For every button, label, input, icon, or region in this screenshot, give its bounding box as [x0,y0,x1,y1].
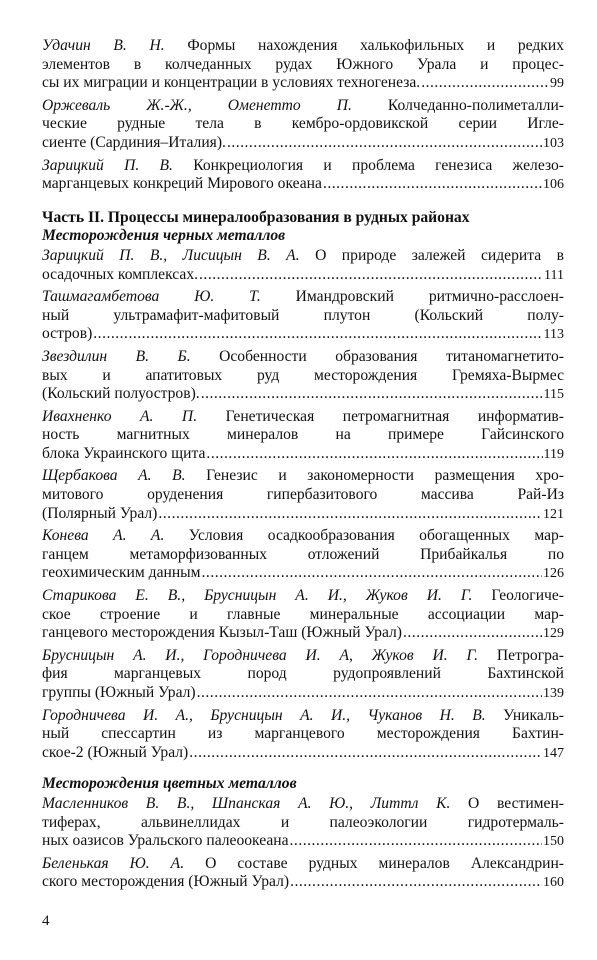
toc-entry [42,97,564,154]
toc-entry-last-line [42,684,564,704]
toc-entry-text [42,157,564,176]
toc-page-number: 115 [543,387,564,403]
toc-entry-line: осадочных комплексах. [42,265,199,283]
toc-entry-text [42,855,564,874]
toc-entry-text [42,288,564,325]
part-title: Часть II. Процессы минералообразования в рудных районах [42,208,470,226]
toc-entry-text [42,527,564,564]
toc-entry-line: Конева А. А. Условия осадкообразования обогащенных мар- [42,527,564,545]
toc-page-number: 121 [543,506,564,522]
toc-entry [42,288,564,345]
toc-page-number: 126 [543,566,564,582]
toc-entry-authors: Удачин В. Н. [42,37,165,54]
toc-entry-text [42,647,564,684]
toc-entry-line: Звездилин В. Б. Особенности образования титаномагнетито- [42,347,564,365]
toc-entry-line: Масленников В. В., Шпанская А. Ю., Литтл К. О вестимен- [42,794,564,812]
toc-entry-line: геохимическим данным [42,564,201,582]
dot-leader [403,624,542,643]
toc-entry-line: ный ультрамафит-мафитовый плутон (Кольский полу- [42,306,564,324]
toc-entry-text [42,37,564,74]
toc-page-number: 106 [543,177,564,193]
toc-entry-line: Ивахненко А. П. Генетическая петромагнитная информатив- [42,407,564,425]
toc-entry-line: ское-2 (Южный Урал) [42,743,189,761]
toc-page-number: 103 [543,135,564,151]
toc-entry-last-line [42,505,564,525]
toc-entry-authors: Щербакова А. В. [42,467,186,485]
toc-entry-line: остров) [42,325,93,343]
toc-page-number: 150 [543,834,564,850]
toc-entry-line: группы (Южный Урал) [42,684,196,701]
toc-entry-line: митового оруденения гипербазитового массива Рай-Из [42,486,564,504]
toc-entry-authors: Городничева И. А., Брусницын А. И., Чуканов Н. В. [42,706,486,724]
toc-entry [42,587,564,644]
toc-page-number: 99 [550,76,564,92]
dot-leader [201,385,543,404]
toc-entry-line: ных оазисов Уральского палеоокеана [42,832,289,850]
toc-entry-line: Ташмагамбетова Ю. Т. Имандровский ритмично-расслоен- [42,288,564,306]
toc-entry-line: ческие рудные тела в кембро-ордовикской серии Иглe- [42,115,564,133]
toc-entry [42,348,564,405]
toc-entry-text [42,707,564,744]
toc-entry [42,247,564,285]
toc-entry-text [42,408,564,445]
toc-entry-line: ское строение и главные минеральные ассоциации мар- [42,605,564,623]
toc-entry-line: Удачин В. Н. Формы нахождения халькофильных и редких [42,37,565,54]
toc-entry-line: Зарицкий П. В., Лисицын В. А. О природе залежей сидерита в [42,246,564,264]
toc-entry-line: марганцевых конкреций Мирового океана [42,175,322,193]
toc-entry-authors: Конева А. А. [42,527,165,545]
entries-group-black-metals [42,247,564,763]
toc-entry-authors: Ташмагамбетова Ю. Т. [42,288,261,306]
toc-entry-line: Щербакова А. В. Генезис и закономерности размещения хро- [42,467,564,485]
toc-entry-last-line [42,564,564,584]
dot-leader [323,175,542,194]
toc-entry-authors: Зарицкий П. В. [42,156,173,174]
toc-entry-authors: Ивахненко А. П. [42,407,198,425]
dot-leader [290,873,542,892]
toc-entry-line: блока Украинского щита [42,444,206,462]
toc-entry-last-line [42,445,564,465]
entries-group-top [42,37,564,195]
toc-entry [42,527,564,584]
table-of-contents [42,37,564,896]
toc-entry-line: элементов в колчеданных рудах Южного Урала и процес- [42,55,564,73]
toc-entry-authors: Оржеваль Ж.-Ж., Оменетто П. [42,96,352,114]
toc-entry-line: Старикова Е. В., Брусницын А. И., Жуков И. Г. Геологиче- [42,587,565,605]
toc-entry [42,408,564,465]
dot-leader [421,74,549,93]
dot-leader [158,505,542,524]
toc-page-number: 160 [543,875,564,891]
toc-entry [42,707,564,764]
dot-leader [93,325,542,344]
toc-entry-text [42,97,564,134]
dot-leader [197,684,542,703]
toc-page-number: 147 [543,745,564,761]
entries-group-color-metals [42,795,564,893]
toc-entry-text [42,348,564,385]
page-number: 4 [42,913,50,929]
toc-entry-last-line [42,385,564,405]
toc-entry [42,855,564,893]
toc-entry [42,37,564,94]
toc-entry-authors: Звездилин В. Б. [42,347,191,365]
toc-entry-text [42,587,564,624]
toc-entry-line: Зарицкий П. В. Конкрециология и проблема генезиса железо- [42,156,564,174]
toc-entry-last-line [42,873,564,893]
toc-entry-last-line [42,325,564,345]
dot-leader [199,266,543,285]
toc-page-number: 119 [543,446,564,462]
section-subtitle-black-metals: Месторождения черных металлов [42,227,286,245]
toc-entry-last-line [42,266,564,286]
toc-entry-line: ный спессартин из марганцевого месторождения Бахтин- [42,725,564,743]
toc-entry-text [42,247,564,266]
toc-entry-line: сиенте (Сардиния–Италия). [42,133,226,151]
toc-entry-last-line [42,74,564,94]
toc-entry-line: Беленькая Ю. А. О составе рудных минералов Александрин- [42,854,564,872]
toc-entry-authors: Брусницын А. И., Городничева И. А, Жуков И. Г. [42,646,479,664]
section-subtitle-color-metals: Месторождения цветных металлов [42,775,297,793]
toc-entry-line: Брусницын А. И., Городничева И. А, Жуков И. Г. Петрогра- [42,646,564,664]
dot-leader [206,445,542,464]
toc-entry-line: Оржеваль Ж.-Ж., Оменетто П. Колчеданно-полиметалли- [42,96,564,114]
toc-entry-text [42,795,564,832]
toc-entry-authors: Зарицкий П. В., Лисицын В. А. [42,246,300,264]
toc-entry-line: Городничева И. А., Брусницын А. И., Чуканов Н. В. Уникаль- [42,706,564,724]
toc-entry-last-line [42,624,564,644]
toc-entry [42,647,564,704]
toc-entry-line: (Полярный Урал) [42,504,158,522]
dot-leader [189,744,542,763]
toc-entry-line: тиферах, альвинеллидах и палеоэкологии гидротермаль- [42,813,564,831]
toc-page-number: 113 [543,327,564,343]
dot-leader [227,134,542,153]
toc-entry-last-line [42,175,564,195]
toc-entry [42,795,564,852]
toc-entry-line: фия марганцевых пород рудопроявлений Бахтинской [42,665,564,683]
toc-entry-line: вых и апатитовых руд месторождения Гремяха-Вырмес [42,366,564,384]
toc-entry-authors: Старикова Е. В., Брусницын А. И., Жуков И. Г. [42,587,473,605]
toc-entry [42,157,564,195]
toc-entry-last-line [42,744,564,764]
toc-page-number: 139 [543,686,564,701]
toc-entry [42,467,564,524]
toc-entry-last-line [42,134,564,154]
toc-entry-authors: Беленькая Ю. А. [42,854,185,872]
toc-entry-text [42,467,564,504]
toc-entry-line: сы их миграции и концентрации в условиях техногенеза. [42,74,421,92]
dot-leader [202,564,542,583]
toc-entry-line: ганцем метаморфизованных отложений Прибайкалья по [42,545,564,563]
toc-entry-last-line [42,832,564,852]
toc-entry-line: ность магнитных минералов на примере Гайсинского [42,426,564,444]
toc-page-number: 129 [543,626,564,642]
toc-entry-line: ского месторождения (Южный Урал) [42,873,290,891]
dot-leader [290,832,542,851]
toc-page-number: 111 [544,267,564,283]
toc-entry-line: (Кольский полуостров). [42,385,200,403]
toc-entry-authors: Масленников В. В., Шпанская А. Ю., Литтл К. [42,794,451,812]
toc-entry-line: ганцевого месторождения Кызыл-Таш (Южный Урал) [42,624,402,642]
